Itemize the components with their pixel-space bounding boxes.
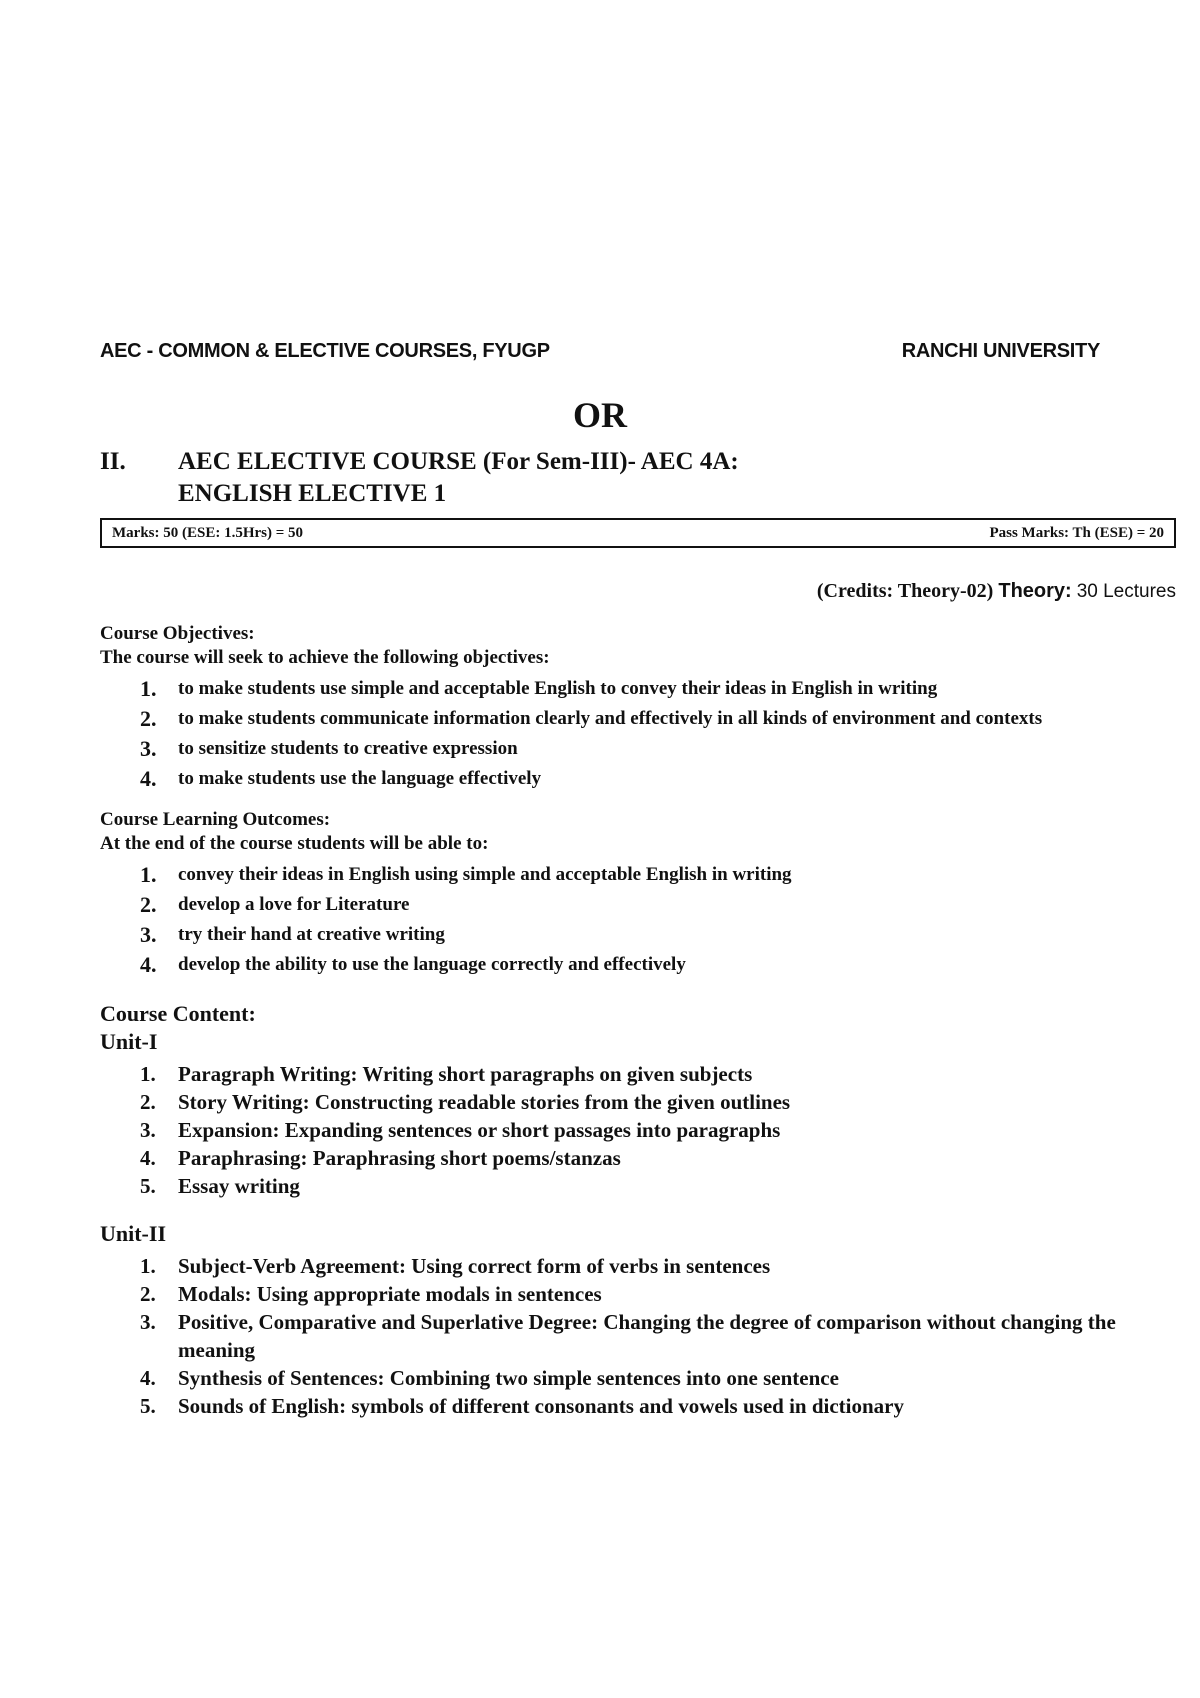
- content-heading: Course Content:: [100, 1001, 256, 1026]
- list-item: 3. to sensitize students to creative expression: [140, 736, 518, 761]
- pass-marks: Pass Marks: Th (ESE) = 20: [989, 524, 1164, 541]
- outcomes-section: [100, 808, 1180, 980]
- list-item: 1. Paragraph Writing: Writing short paragraphs on given subjects: [140, 1062, 753, 1086]
- list-item: 1. convey their ideas in English using simple and acceptable English in writing: [140, 862, 792, 887]
- list-item: 5. Sounds of English: symbols of different consonants and vowels used in dictionary: [140, 1394, 905, 1418]
- list-item: 3. Expansion: Expanding sentences or short passages into paragraphs: [140, 1118, 781, 1142]
- unit-1-label: Unit-I: [100, 1029, 158, 1054]
- or-divider: OR: [573, 395, 627, 435]
- list-item: 1. Subject-Verb Agreement: Using correct form of verbs in sentences: [140, 1254, 771, 1278]
- section-title-line-1: AEC ELECTIVE COURSE (For Sem-III)- AEC 4A:: [178, 448, 739, 475]
- section-title-line-2: ENGLISH ELECTIVE 1: [178, 480, 447, 507]
- outcomes-intro: At the end of the course students will be able to:: [100, 833, 489, 854]
- list-item: 2. Modals: Using appropriate modals in sentences: [140, 1282, 602, 1306]
- list-item: 4. to make students use the language effectively: [140, 766, 542, 791]
- list-item: 4. develop the ability to use the language correctly and effectively: [140, 952, 686, 977]
- list-item: 2. develop a love for Literature: [140, 892, 410, 917]
- theory-label: Theory:: [998, 580, 1072, 602]
- unit-2-list: [100, 1252, 1180, 1420]
- objectives-section: [100, 622, 1180, 794]
- objectives-heading: Course Objectives:: [100, 623, 255, 644]
- objectives-intro: The course will seek to achieve the following objectives:: [100, 647, 550, 668]
- unit-2-section: [100, 1220, 1180, 1420]
- outcomes-list: [100, 860, 1180, 980]
- header-university: RANCHI UNIVERSITY: [901, 340, 1100, 362]
- credits-line: [817, 580, 1176, 603]
- list-item: 3. Positive, Comparative and Superlative Degree: Changing the degree of comparison without changing the meaning: [140, 1310, 1116, 1362]
- list-item: 1. to make students use simple and acceptable English to convey their ideas in English in writing: [140, 676, 938, 701]
- content-section: [100, 1000, 1180, 1200]
- list-item: 2. to make students communicate information clearly and effectively in all kinds of environment and contexts: [140, 706, 1043, 731]
- lectures-count: 30 Lectures: [1076, 581, 1176, 602]
- outcomes-heading: Course Learning Outcomes:: [100, 809, 331, 830]
- running-header: [100, 340, 1100, 363]
- credits-text: (Credits: Theory-02): [816, 580, 994, 602]
- list-item: 5. Essay writing: [140, 1174, 300, 1198]
- marks-total: Marks: 50 (ESE: 1.5Hrs) = 50: [112, 524, 304, 541]
- list-item: 4. Synthesis of Sentences: Combining two simple sentences into one sentence: [140, 1366, 839, 1390]
- list-item: 3. try their hand at creative writing: [140, 922, 445, 947]
- section-number: II.: [100, 448, 126, 475]
- header-course-label: AEC - COMMON & ELECTIVE COURSES, FYUGP: [100, 340, 550, 362]
- marks-box: [100, 518, 1176, 548]
- unit-2-label: Unit-II: [100, 1221, 167, 1246]
- list-item: 4. Paraphrasing: Paraphrasing short poems/stanzas: [140, 1146, 621, 1170]
- unit-1-list: [100, 1060, 1180, 1200]
- list-item: 2. Story Writing: Constructing readable stories from the given outlines: [140, 1090, 791, 1114]
- objectives-list: [100, 674, 1180, 794]
